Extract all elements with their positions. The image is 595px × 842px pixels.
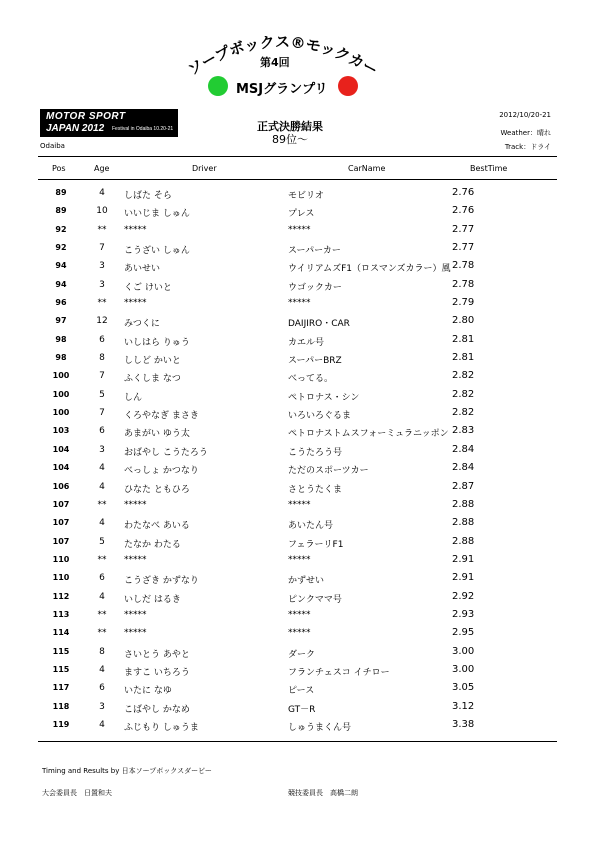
cell-carname: ペトロナス・シン [288,392,360,403]
cell-carname: モビリオ [288,191,324,201]
cell-besttime: 3.12 [452,700,475,712]
round-label: 第4回 [260,56,290,69]
cell-carname: しゅうまくん号 [288,722,352,733]
cell-driver: こばやし かなめ [124,704,190,715]
cell-age: ** [97,609,107,620]
cell-carname: ***** [288,224,311,235]
results-table [0,186,595,736]
cell-besttime: 2.91 [452,572,475,584]
cell-besttime: 2.83 [452,425,475,437]
table-row [0,333,595,351]
cell-besttime: 2.77 [452,223,475,235]
cell-carname: フェラーリF1 [288,539,344,550]
cell-driver: こうざい しゅん [124,246,190,257]
table-row [0,535,595,553]
cell-age: 4 [99,591,105,602]
cell-driver: いしだ はるき [124,594,181,605]
cell-driver: たなか わたる [124,539,181,550]
table-row [0,424,595,442]
cell-driver: くろやなぎ まさき [124,411,199,422]
cell-besttime: 2.82 [452,370,475,382]
cell-age: 5 [99,536,105,547]
logo-line-1: MOTOR SPORT [46,111,126,122]
cell-besttime: 2.78 [452,260,475,272]
cell-age: ** [97,499,107,510]
cell-age: 7 [99,408,105,419]
cell-age: 8 [99,353,105,364]
cell-carname: ***** [288,499,311,510]
cell-carname: スーパーBRZ [288,356,342,367]
red-light-icon [338,76,358,96]
table-row [0,204,595,222]
table-row [0,681,595,699]
cell-besttime: 2.92 [452,590,475,602]
cell-carname: こうたろう号 [288,447,343,458]
cell-besttime: 2.76 [452,205,475,217]
cell-pos: 104 [52,463,70,473]
cell-pos: 107 [52,536,70,546]
cell-driver: いいじま しゅん [124,209,190,220]
cell-driver: いたに なゆ [124,686,172,697]
cell-carname: ***** [288,628,311,639]
cell-carname: DAIJIRO・CAR [288,319,350,330]
cell-besttime: 2.80 [452,315,475,327]
cell-pos: 115 [52,664,70,674]
cell-driver: べっしょ かつなり [124,466,199,477]
table-row [0,223,595,241]
document-title: 正式決勝結果 [257,120,323,133]
cell-besttime: 2.93 [452,608,475,620]
chairman-signature: 大会委員長 日置和夫 [42,789,112,797]
cell-pos: 94 [55,261,67,271]
cell-carname: スーパーカー [288,246,341,257]
col-header-carname: CarName [348,164,386,173]
table-row [0,590,595,608]
cell-pos: 119 [52,719,70,729]
cell-age: 6 [99,334,105,345]
cell-carname: べってる。 [288,374,334,385]
logo-line-3: Festival in Odaiba 10.20-21 [112,126,174,132]
cell-carname: ウゴックカー [288,282,342,293]
cell-age: 4 [99,463,105,474]
cell-besttime: 2.82 [452,407,475,419]
cell-pos: 98 [55,353,67,363]
table-row [0,700,595,718]
cell-age: ** [97,554,107,565]
cell-age: 4 [99,188,105,198]
cell-besttime: 3.05 [452,682,475,694]
cell-pos: 100 [52,389,70,399]
cell-age: 4 [99,518,105,529]
cell-age: 4 [99,481,105,492]
cell-age: 7 [99,371,105,382]
table-row [0,278,595,296]
table-row [0,571,595,589]
cell-carname: あいたん号 [288,521,334,532]
cell-age: 3 [99,261,105,272]
cell-driver: あいせい [124,264,161,275]
cell-pos: 96 [55,298,67,308]
cell-besttime: 2.88 [452,498,475,510]
cell-pos: 89 [55,188,67,197]
cell-pos: 104 [52,444,70,454]
cell-driver: ***** [124,628,147,639]
cell-pos: 106 [52,481,70,491]
cell-pos: 115 [52,646,70,656]
cell-driver: しばた そら [124,191,172,201]
table-row [0,480,595,498]
cell-driver: ***** [124,609,147,620]
table-row [0,241,595,259]
cell-besttime: 2.82 [452,388,475,400]
cell-carname: カエル号 [288,337,325,348]
table-row [0,406,595,424]
cell-pos: 113 [52,609,70,619]
cell-carname: いろいろぐるま [288,411,352,422]
table-row [0,186,595,204]
table-row [0,259,595,277]
header-bottom-rule [38,179,557,180]
table-row [0,553,595,571]
track-condition-label: Track：ドライ [504,143,551,151]
cell-carname: ただのスポーツカー [288,466,369,477]
cell-age: 6 [99,426,105,437]
table-row [0,645,595,663]
cell-driver: ***** [124,298,147,309]
cell-besttime: 2.81 [452,352,475,364]
cell-age: 4 [99,664,105,675]
cell-pos: 107 [52,518,70,528]
cell-besttime: 2.88 [452,517,475,529]
cell-driver: ふじもり しゅうま [124,722,199,733]
cell-carname: ウイリアムズF1（ロスマンズカラー）風 [288,264,451,275]
cell-pos: 114 [52,628,70,638]
cell-pos: 92 [55,224,67,234]
cell-pos: 100 [52,371,70,381]
cell-driver: ますこ いちろう [124,667,190,678]
col-header-driver: Driver [192,164,217,173]
cell-driver: ししど かいと [124,356,181,367]
cell-driver: こうざき かずなり [124,576,199,587]
cell-pos: 92 [55,243,67,253]
cell-pos: 103 [52,426,70,436]
event-date: 2012/10/20-21 [499,111,551,119]
cell-driver: ***** [124,554,147,565]
cell-age: 3 [99,444,105,455]
cell-carname: フランチェスコ イチロー [288,667,390,678]
cell-pos: 107 [52,499,70,509]
venue-label: Odaiba [40,142,65,150]
cell-besttime: 2.76 [452,187,475,198]
cell-driver: しん [124,392,143,403]
cell-age: 3 [99,701,105,712]
col-header-age: Age [94,164,110,173]
cell-age: 10 [96,206,108,217]
cell-besttime: 2.78 [452,278,475,290]
cell-pos: 117 [52,683,70,693]
cell-besttime: 2.87 [452,480,475,492]
cell-pos: 110 [52,554,70,564]
table-row [0,608,595,626]
event-title-text: ソープボックス®モックカー [184,32,381,80]
table-row [0,663,595,681]
cell-carname: さとうたくま [288,484,343,495]
cell-age: 6 [99,683,105,694]
cell-besttime: 2.88 [452,535,475,547]
cell-age: ** [97,628,107,639]
table-row [0,626,595,644]
cell-driver: みつくに [124,319,160,330]
col-header-besttime: BestTime [470,164,508,173]
cell-driver: さいとう あやと [124,649,190,660]
cell-besttime: 3.38 [452,718,475,730]
table-row [0,351,595,369]
cell-carname: ***** [288,554,311,565]
cell-driver: いしはら りゅう [124,337,190,348]
cell-carname: ダーク [288,649,316,660]
cell-driver: ***** [124,224,147,235]
cell-driver: あまがい ゆう太 [124,429,190,440]
cell-driver: ひなた ともひろ [124,484,190,495]
cell-pos: 112 [52,591,70,601]
table-row [0,388,595,406]
cell-pos: 110 [52,573,70,583]
table-row [0,443,595,461]
table-row [0,314,595,332]
grand-prix-title: MSJグランプリ [236,82,328,97]
cell-driver: くご けいと [124,282,172,293]
cell-age: 4 [99,719,105,730]
header-top-rule [38,156,557,157]
cell-age: 3 [99,279,105,290]
cell-besttime: 3.00 [452,645,475,657]
cell-age: ** [97,224,107,235]
table-bottom-rule [38,741,557,742]
cell-age: 12 [96,316,108,327]
table-row [0,296,595,314]
cell-pos: 89 [55,206,67,216]
cell-carname: ***** [288,609,311,620]
col-header-pos: Pos [52,164,66,173]
cell-carname: ペトロナストムスフォーミュラニッポン [288,429,449,440]
table-row [0,461,595,479]
cell-pos: 98 [55,334,67,344]
cell-besttime: 3.00 [452,663,475,675]
cell-pos: 118 [52,701,70,711]
cell-age: 6 [99,573,105,584]
cell-besttime: 2.77 [452,242,475,254]
cell-carname: ピース [288,686,315,697]
cell-pos: 94 [55,279,67,289]
cell-carname: かずせい [288,576,325,587]
cell-besttime: 2.79 [452,297,475,309]
cell-besttime: 2.95 [452,627,475,639]
cell-besttime: 2.84 [452,462,475,474]
cell-driver: ふくしま なつ [124,374,181,385]
weather-label: Weather：晴れ [500,129,551,137]
logo-line-2: JAPAN 2012 [46,123,105,134]
table-row [0,718,595,736]
table-row [0,369,595,387]
cell-pos: 97 [55,316,67,326]
cell-driver: ***** [124,499,147,510]
table-row [0,498,595,516]
cell-carname: ピンクママ号 [288,594,342,605]
cell-age: 7 [99,243,105,254]
cell-besttime: 2.81 [452,333,475,345]
cell-age: 5 [99,389,105,400]
green-light-icon [208,76,228,96]
document-subtitle: 89位～ [272,133,308,146]
cell-driver: わたなべ あいる [124,521,190,532]
steward-signature: 競技委員長 高橋二朗 [288,789,358,797]
timing-credit: Timing and Results by 日本ソープボックスダービー [42,767,212,775]
cell-besttime: 2.91 [452,553,475,565]
cell-besttime: 2.84 [452,443,475,455]
motor-sport-japan-logo [40,109,178,137]
cell-carname: プレス [288,209,315,220]
cell-carname: GT－R [288,704,316,715]
cell-age: 8 [99,646,105,657]
cell-age: ** [97,298,107,309]
cell-pos: 100 [52,408,70,418]
table-row [0,516,595,534]
cell-driver: おばやし こうたろう [124,447,208,458]
cell-carname: ***** [288,298,311,309]
